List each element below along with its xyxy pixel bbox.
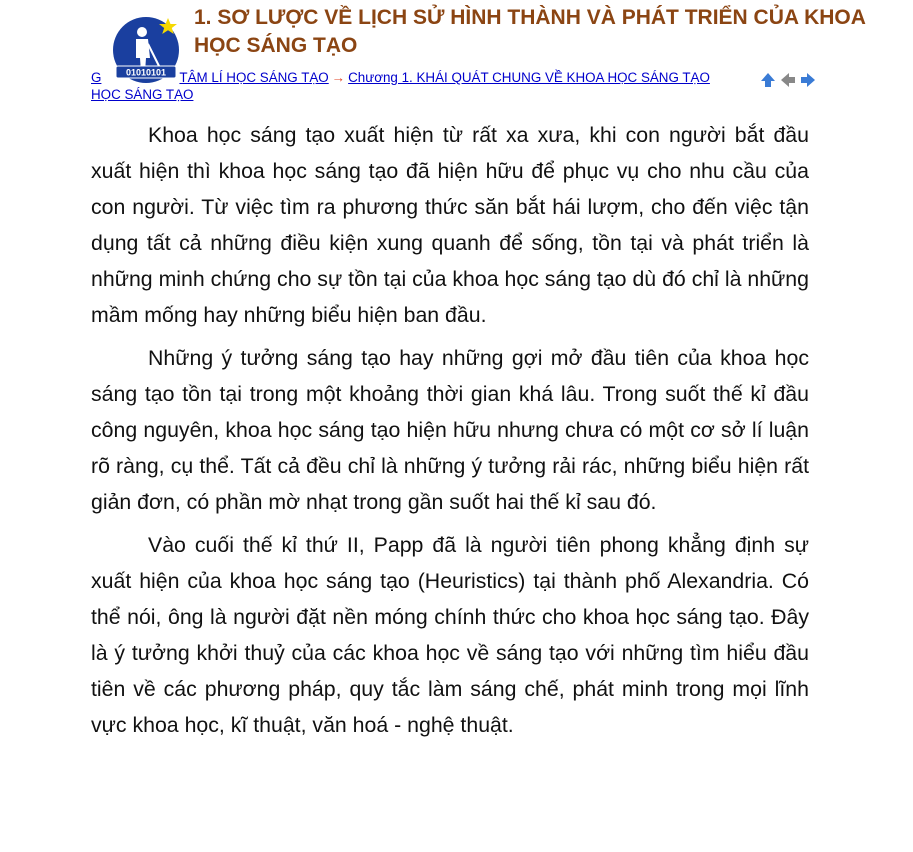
paragraph-1: Khoa học sáng tạo xuất hiện từ rất xa xưa, khi con người bắt đầu xuất hiện thì khoa học sáng tạo đã hiện hữu để phục vụ cho nhu cầu của con người. Từ việc tìm ra phương thức săn bắt hái lượm, cho đến việc tận dụng tất cả những điều kiện xung quanh để sống, tồn tại và phát triển là những minh chứng cho sự tồn tại của khoa học sáng tạo dù đó chỉ là những mầm mống hay những biểu hiện ban đầu. xyxy=(91,123,809,327)
breadcrumb-link-1[interactable]: G xyxy=(91,70,102,85)
article-body xyxy=(91,117,809,750)
nav-icons xyxy=(760,72,840,90)
breadcrumb-arrow: → xyxy=(331,70,346,85)
breadcrumb-link-4[interactable]: HỌC SÁNG TẠO xyxy=(91,87,194,102)
arrow-right-icon[interactable] xyxy=(800,72,816,88)
paragraph-2: Những ý tưởng sáng tạo hay những gợi mở đầu tiên của khoa học sáng tạo tồn tại trong một khoảng thời gian khá lâu. Trong suốt thế kỉ đầu công nguyên, khoa học sáng tạo hiện hữu nhưng chưa có một cơ sở lí luận rõ ràng, cụ thể. Tất cả đều chỉ là những ý tưởng rải rác, những biểu hiện rất giản đơn, có phần mờ nhạt trong gần suốt hai thế kỉ sau đó. xyxy=(91,346,809,514)
page-title: 1. SƠ LƯỢC VỀ LỊCH SỬ HÌNH THÀNH VÀ PHÁT TRIỂN CỦA KHOA HỌC SÁNG TẠO xyxy=(194,6,866,57)
breadcrumb xyxy=(91,69,851,103)
logo-text: 01010101 xyxy=(125,67,167,78)
arrow-up-icon[interactable] xyxy=(760,72,776,88)
breadcrumb-link-2[interactable]: TÂM LÍ HỌC SÁNG TẠO xyxy=(179,70,329,85)
breadcrumb-link-3[interactable]: Chương 1. KHÁI QUÁT CHUNG VỀ KHOA HỌC SÁNG TẠO xyxy=(348,70,710,85)
paragraph-3: Vào cuối thế kỉ thứ II, Papp đã là người tiên phong khẳng định sự xuất hiện của khoa học sáng tạo (Heuristics) tại thành phố Alexandria. Có thể nói, ông là người đặt nền móng chính thức cho khoa học sáng tạo. Đây là ý tưởng khởi thuỷ của các khoa học về sáng tạo với những tìm hiểu đầu tiên về các phương pháp, quy tắc làm sáng chế, phát minh trong mọi lĩnh vực khoa học, kĩ thuật, văn hoá - nghệ thuật. xyxy=(91,533,809,737)
arrow-left-icon[interactable] xyxy=(780,72,796,88)
